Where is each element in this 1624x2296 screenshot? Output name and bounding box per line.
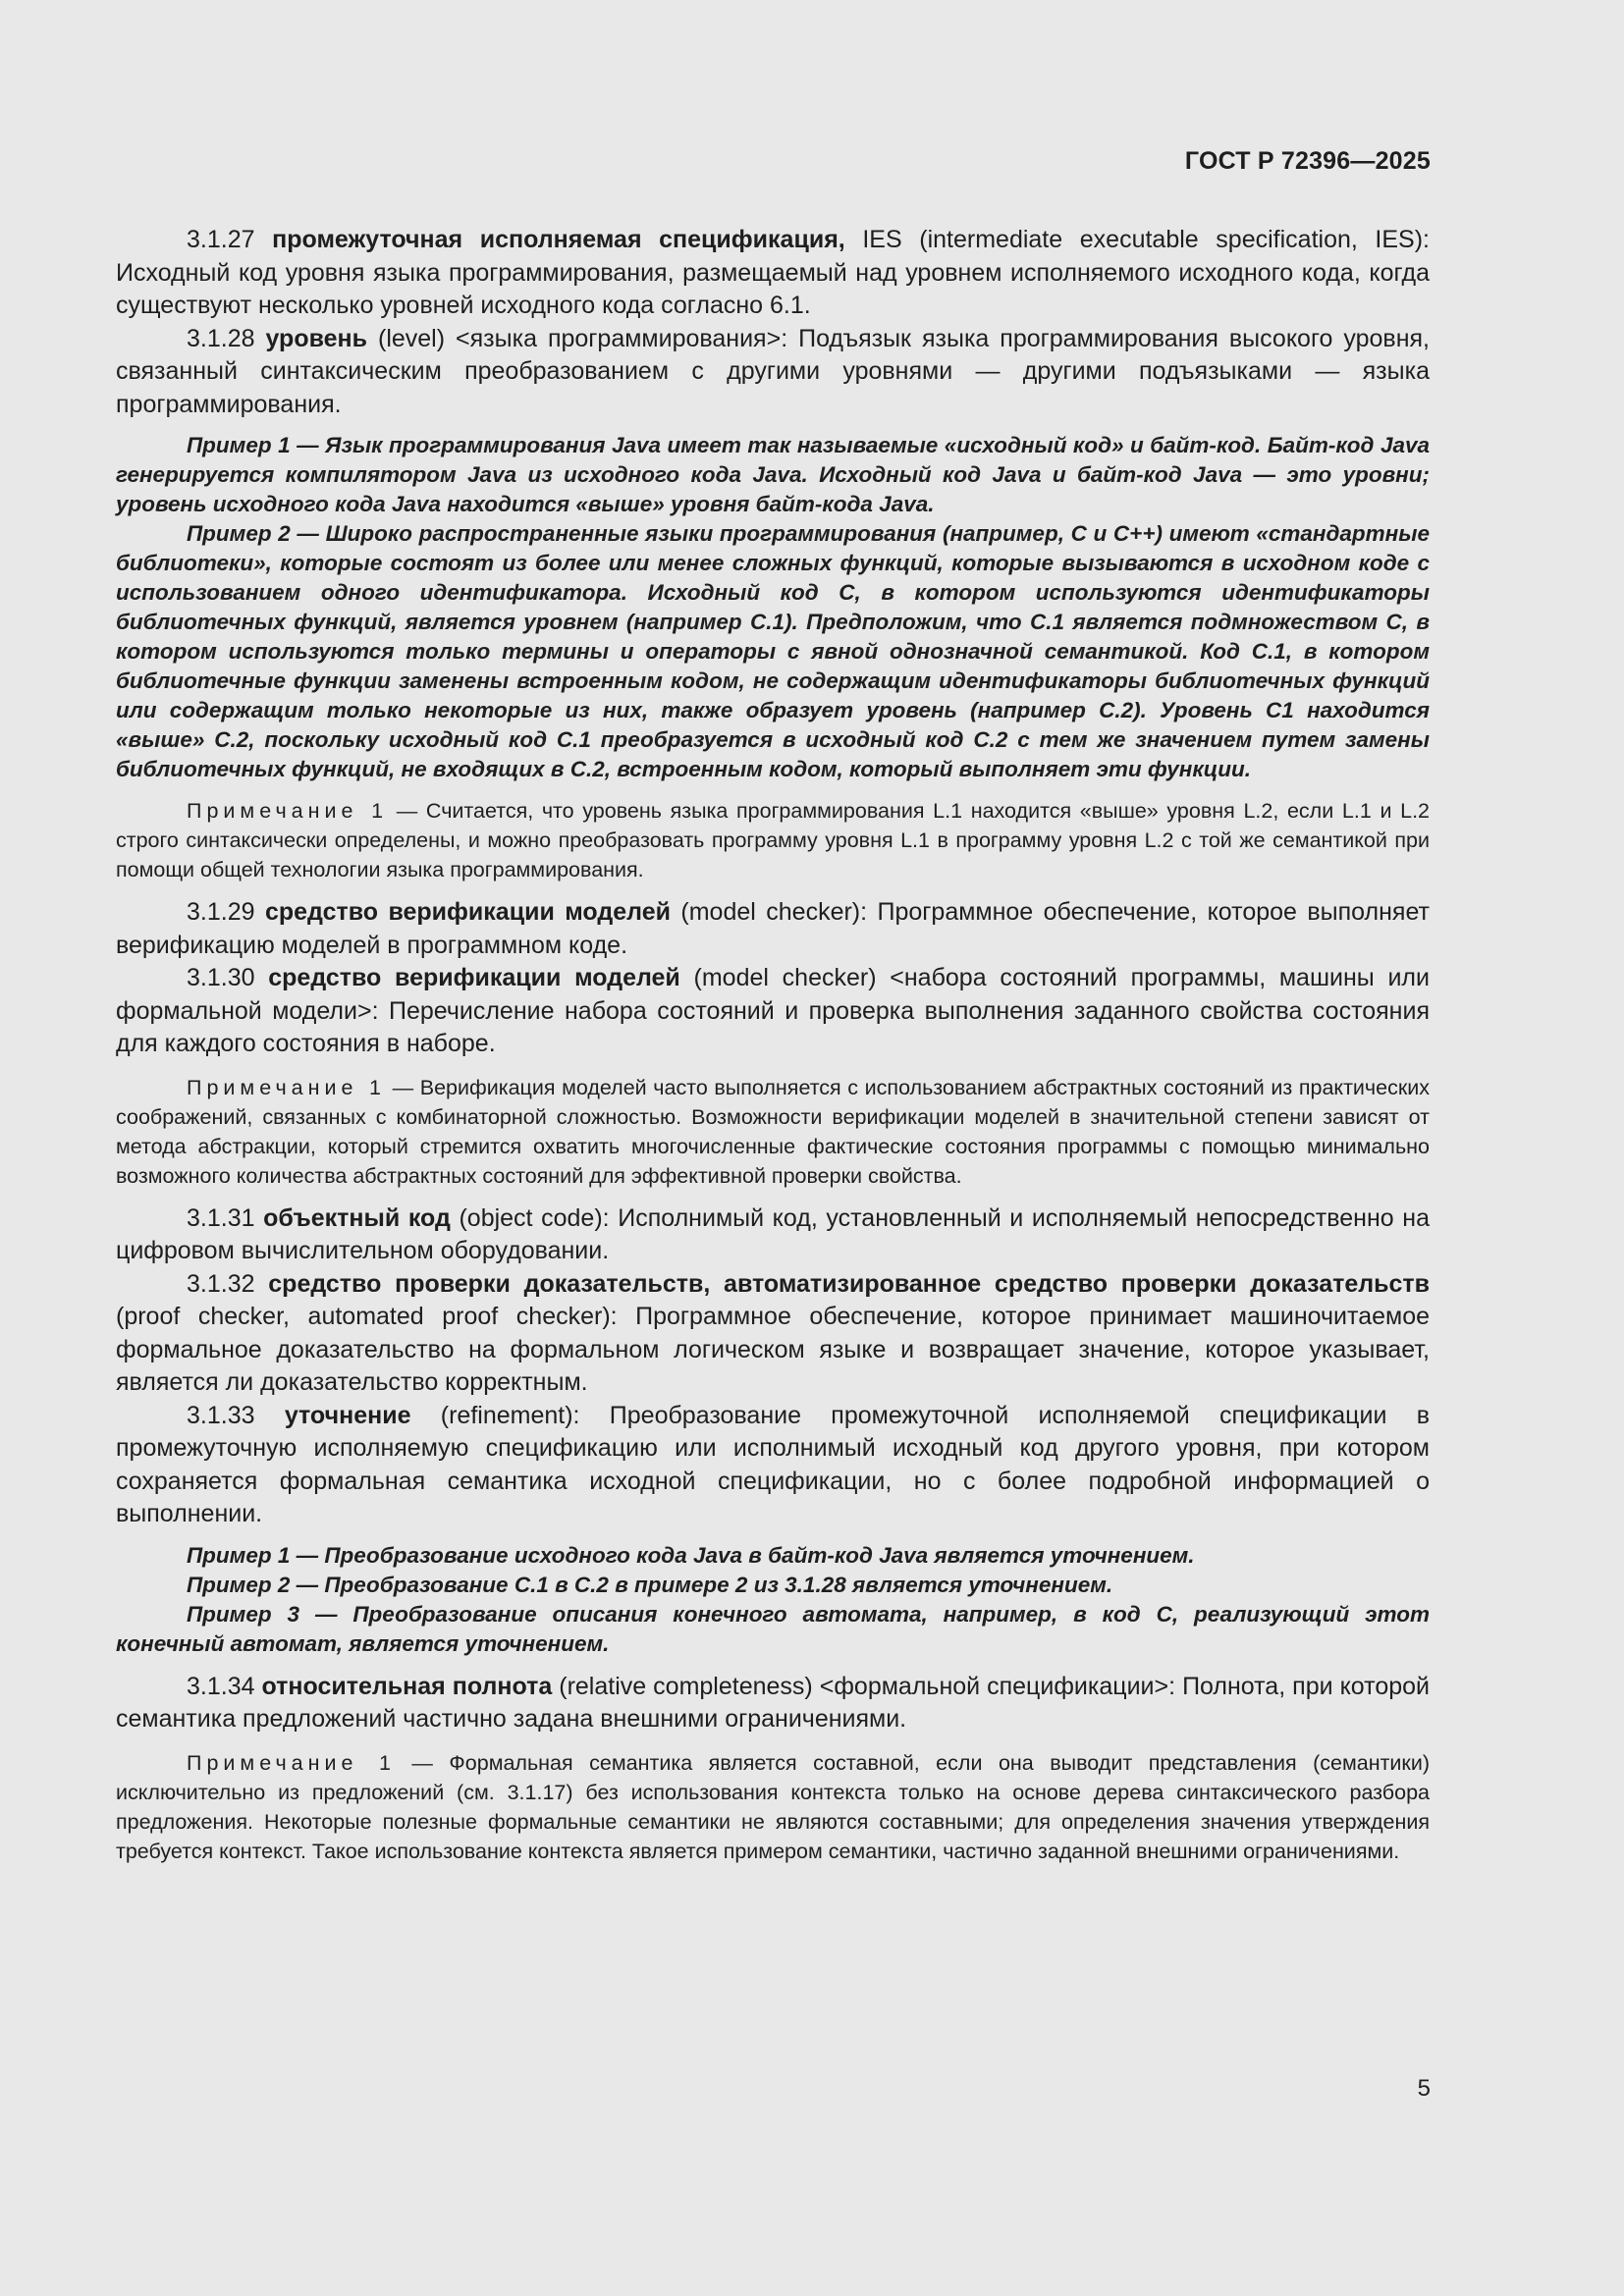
term-name: уровень	[265, 324, 368, 352]
term-entry-3-1-28	[116, 323, 1430, 422]
note-text: — Верификация моделей часто выполняется с использованием абстрактных состояний из практических соображений, связанных с комбинаторной сложностью. Возможности верификации моделей в значительной степени зависят от метода абстракции, который стремится охватить многочисленные фактические состояния программы с помощью минимально возможного количества абстрактных состояний для эффективной проверки свойства.	[116, 1075, 1430, 1188]
term-name: объектный код	[263, 1203, 451, 1232]
term-name: относительная полнота	[261, 1672, 553, 1700]
term-entry-3-1-31	[116, 1202, 1430, 1268]
term-number: 3.1.33	[187, 1401, 285, 1429]
note-text: — Формальная семантика является составной, если она выводит представления (семантики) исключительно из предложений (см. 3.1.17) без использования контекста только на основе дерева синтаксического разбора предложения. Некоторые полезные формальные семантики не являются составными; для определения значения утверждения требуется контекст. Такое использование контекста является примером семантики, частично заданной внешними ограничениями.	[116, 1750, 1431, 1863]
page-number: 5	[1417, 2075, 1431, 2102]
term-name: средство верификации моделей	[268, 964, 680, 991]
term-number: 3.1.28	[187, 324, 266, 352]
note-label: Примечание 1	[187, 799, 389, 823]
term-number: 3.1.27	[187, 226, 273, 253]
term-definition: (relative completeness) <формальной спецификации>: Полнота, при которой семантика предложений частично задана внешними ограничениями.	[116, 1672, 1430, 1733]
example-3-1-33-2: Пример 2 — Преобразование С.1 в С.2 в примере 2 из 3.1.28 является уточнением.	[187, 1572, 1113, 1597]
example-3-1-28-1: Пример 1 — Язык программирования Java имеет так называемые «исходный код» и байт-код. Байт-код Java генерируется компилятором Java из исходного кода Java. Исходный код Java и байт-код Java — это уровни; уровень исходного кода Java находится «выше» уровня байт-кода Java.	[116, 433, 1430, 516]
term-entry-3-1-33	[116, 1400, 1430, 1531]
term-entry-3-1-32	[116, 1268, 1430, 1400]
term-entry-3-1-29	[116, 896, 1430, 962]
note-3-1-28	[116, 796, 1430, 884]
term-name: промежуточная исполняемая спецификация,	[272, 226, 845, 253]
note-3-1-34	[116, 1748, 1430, 1866]
term-number: 3.1.30	[187, 964, 269, 991]
term-name: средство верификации моделей	[264, 898, 671, 926]
term-number: 3.1.29	[187, 898, 265, 926]
term-definition: (model checker) <набора состояний программы, машины или формальной модели>: Перечисление набора состояний и проверка выполнения заданного свойства состояния для каждого состояния в наборе.	[116, 964, 1430, 1057]
note-text: — Считается, что уровень языка программирования L.1 находится «выше» уровня L.2, если L.1 и L.2 строго синтаксически определены, и можно преобразовать программу уровня L.1 в программу уровня L.2 с той же семантикой при помощи общей технологии языка программирования.	[116, 799, 1431, 881]
example-3-1-28-2: Пример 2 — Широко распространенные языки программирования (например, С и С++) имеют «стандартные библиотеки», которые состоят из более или менее сложных функций, которые вызываются в исходном коде с использованием одного идентификатора. Исходный код С, в котором используются идентификаторы библиотечных функций, является уровнем (например С.1). Предположим, что С.1 является подмножеством С, в котором используются только термины и операторы с явной однозначной семантикой. Код С.1, в котором библиотечные функции заменены встроенным кодом, не содержащим идентификаторы библиотечных функций или содержащим только некоторые из них, также образует уровень (например С.2). Уровень С1 находится «выше» С.2, поскольку исходный код С.1 преобразуется в исходный код С.2 с тем же значением путем замены библиотечных функций, не входящих в С.2, встроенным кодом, который выполняет эти функции.	[116, 521, 1430, 781]
term-definition: (refinement): Преобразование промежуточной исполняемой спецификации в промежуточную исполняемую спецификацию или исполнимый исходный код другого уровня, при котором сохраняется формальная семантика исходной спецификации, но с более подробной информацией о выполнении.	[116, 1401, 1431, 1527]
term-definition: (object code): Исполнимый код, установленный и исполняемый непосредственно на цифровом вычислительном оборудовании.	[116, 1203, 1430, 1264]
term-name: уточнение	[284, 1401, 411, 1429]
note-label: Примечание 1	[187, 1750, 396, 1775]
standard-designation: ГОСТ Р 72396—2025	[1184, 147, 1431, 175]
example-3-1-33-1: Пример 1 — Преобразование исходного кода Java в байт-код Java является уточнением.	[187, 1542, 1195, 1568]
document-body	[116, 224, 1430, 1866]
term-definition: IES (intermediate executable specification, IES): Исходный код уровня языка программирования, размещаемый над уровнем исполняемого исходного кода, когда существуют несколько уровней исходного кода согласно 6.1.	[116, 226, 1430, 319]
term-entry-3-1-27	[116, 224, 1430, 323]
note-3-1-30	[116, 1073, 1430, 1191]
term-number: 3.1.32	[187, 1269, 269, 1298]
term-number: 3.1.31	[187, 1203, 264, 1232]
term-number: 3.1.34	[187, 1672, 262, 1700]
example-3-1-33-3: Пример 3 — Преобразование описания конечного автомата, например, в код С, реализующий этот конечный автомат, является уточнением.	[116, 1601, 1430, 1656]
term-entry-3-1-30	[116, 962, 1430, 1061]
term-entry-3-1-34	[116, 1671, 1430, 1736]
term-definition: (model checker): Программное обеспечение, которое выполняет верификацию моделей в программном коде.	[116, 898, 1430, 959]
note-label: Примечание 1	[187, 1075, 387, 1099]
term-name: средство проверки доказательств, автоматизированное средство проверки доказательств	[268, 1269, 1431, 1298]
term-definition: (proof checker, automated proof checker): Программное обеспечение, которое принимает машиночитаемое формальное доказательство на формальном логическом языке и возвращает значение, которое указывает, является ли доказательство корректным.	[116, 1303, 1430, 1396]
term-definition: (level) <языка программирования>: Подъязык языка программирования высокого уровня, связанный синтаксическим преобразованием с другими уровнями — другими подъязыками — языка программирования.	[116, 324, 1431, 418]
